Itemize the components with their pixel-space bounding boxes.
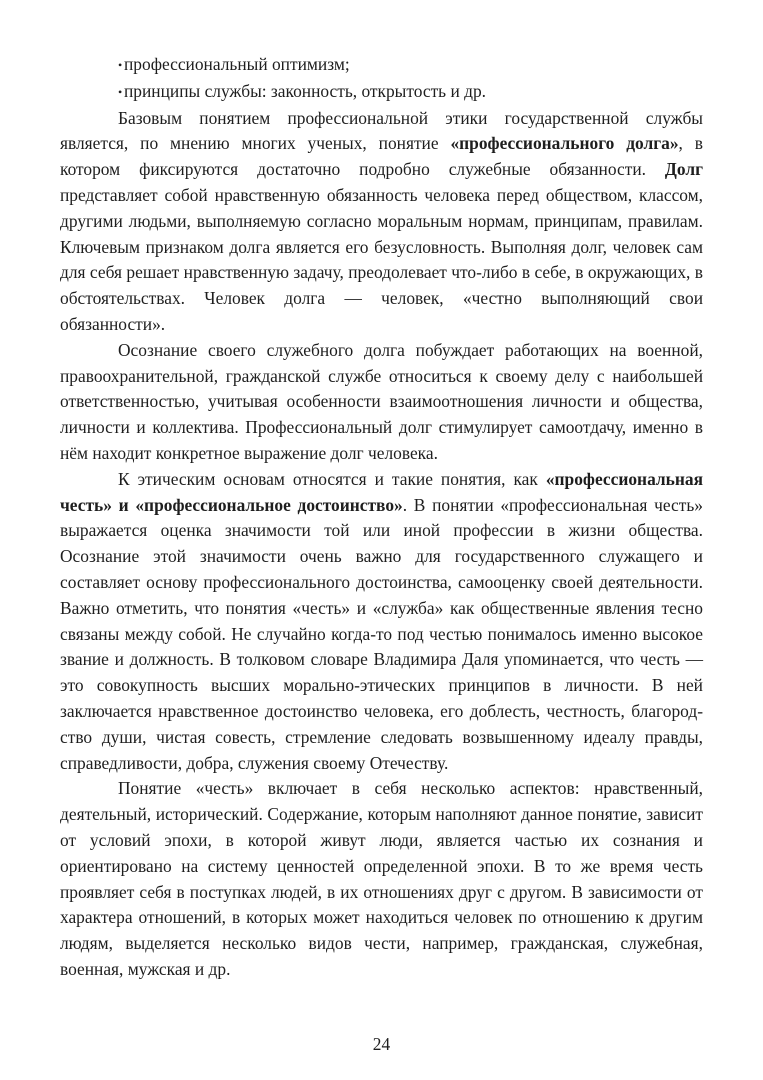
paragraph-honor <box>60 467 703 777</box>
text-run: представляет собой нравственную обязанность человека перед обществом, классом, другими людьми, выполняемую согласно моральным нормам, принципам, правилам. Ключевым признаком долга является его безусловность. Выполняя долг, человек сам для себя решает нравственную задачу, преодолевает что-либо в себе, в окружающих, в обстоятельствах. Человек долга — человек, «честно выполняющий свои обязанности». <box>60 184 703 334</box>
bold-term-duty: Долг <box>664 159 703 180</box>
bullet-item <box>60 79 703 106</box>
text-run: . В понятии «профессиональная честь» выражается оценка значимости той или иной профессии в жизни общества. Осознание этой значимости очень важно для государственного служащего и составляет основу профессионального достоинства, самооценку своей деятельности. Важно отметить, что понятия «честь» и «служба» как общественные явления тесно связаны между собой. Не случайно когда-то под честью понималось именно высокое звание и должность. В толковом словаре Владимира Даля упоминается, что честь — это совокупность высших морально-этических принципов в личности. В ней заключается нравственное достоинство человека, его доблесть, честность, благородство души, чистая совесть, стремление следовать возвышенному идеалу правды, справедливости, добра, служения своему Отечеству. <box>60 494 703 773</box>
bold-term-professional-duty: «профессионального долга» <box>450 133 679 154</box>
bold-term-honor-dignity: «профессиональная честь» и «профессиональное достоинство» <box>60 468 703 515</box>
page-number: 24 <box>372 1034 391 1054</box>
text-run: Осознание своего служебного долга побуждает работающих на военной, правоохранительной, гражданской службе относиться к своему делу с наибольшей ответственностью, учитывая особенности взаимоотношения личности и общества, личности и коллектива. Профессиональный долг стимулирует самоотдачу, именно в нём находит конкретное выражение долг человека. <box>60 339 703 463</box>
bullet-text: профессиональный оптимизм; <box>124 54 350 74</box>
page-body <box>60 52 703 983</box>
paragraph-awareness <box>60 338 703 467</box>
bullet-dot-icon: • <box>118 84 123 99</box>
bullet-dot-icon: • <box>118 58 123 72</box>
bullet-item <box>60 52 703 79</box>
paragraph-honor-aspects <box>60 776 703 982</box>
text-run: Понятие «честь» включает в себя несколько аспектов: нравственный, деятельный, исторический. Содержание, которым наполняют данное понятие, зависит от условий эпохи, в которой живут люди, является частью их сознания и ориентировано на систему ценностей определенной эпохи. В то же время честь проявляет себя в поступках людей, в их отношениях друг с другом. В зависимости от характера отношений, в которых может находиться человек по отношению к другим людям, выделяется несколько видов чести, например, гражданская, служебная, военная, мужская и др. <box>60 778 703 979</box>
text-run: Базовым понятием профессиональной этики государственной службы является, по мнению многих ученых, понятие <box>60 107 703 154</box>
paragraph-duty <box>60 106 703 338</box>
text-run: , в котором фиксируются достаточно подробно служебные обязанности. <box>60 133 703 180</box>
text-run: К этическим основам относятся и такие понятия, как <box>118 468 546 489</box>
bullet-text: принципы службы: законность, открытость и др. <box>124 80 487 101</box>
